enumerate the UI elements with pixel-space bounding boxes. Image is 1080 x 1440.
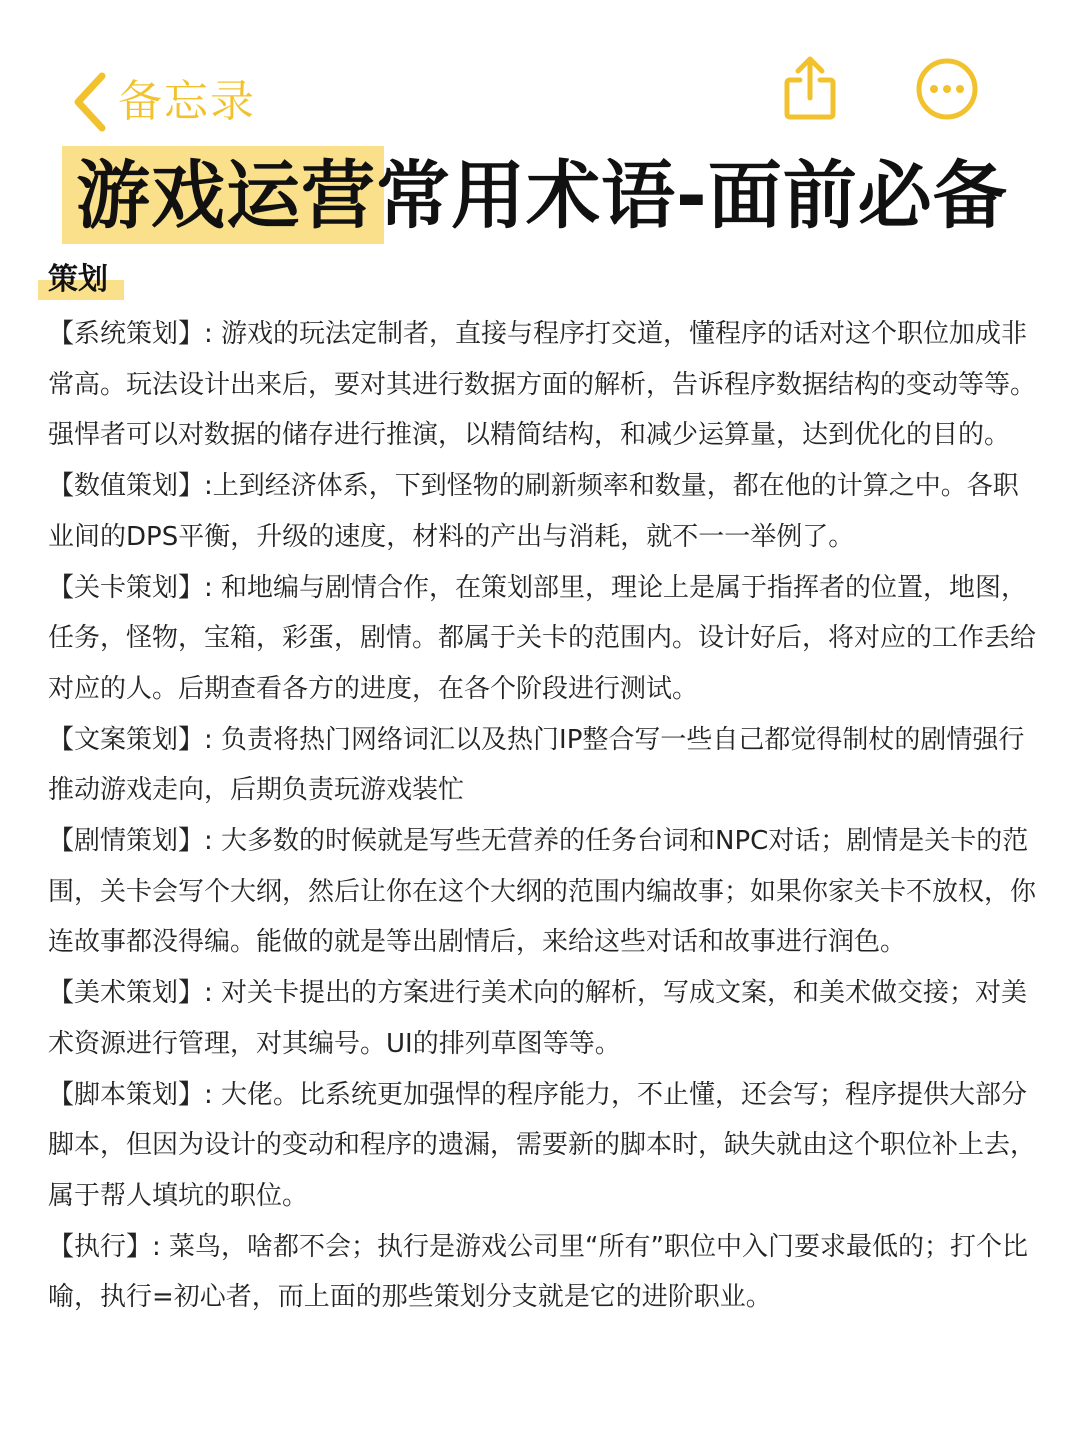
section-heading [38, 258, 108, 304]
entry-level-planning: 【关卡策划】: 和地编与剧情合作，在策划部里，理论上是属于指挥者的位置，地图，任务，怪物，宝箱，彩蛋，剧情。都属于关卡的范围内。设计好后，将对应的工作丢给对应的人。后期查看各方的进度，在各个阶段进行测试。 [48, 572, 1037, 704]
note-title [62, 146, 1022, 246]
share-icon [780, 54, 840, 122]
entry-numerical-planning: 【数值策划】:上到经济体系，下到怪物的刷新频率和数量，都在他的计算之中。各职业间的DPS平衡，升级的速度，材料的产出与消耗，就不一一举例了。 [48, 471, 1019, 552]
more-icon [915, 57, 979, 121]
entry-art-planning: 【美术策划】: 对关卡提出的方案进行美术向的解析，写成文案，和美术做交接；对美术资源进行管理，对其编号。UI的排列草图等等。 [48, 978, 1028, 1059]
page-title: 游戏运营常用术语-面前必备 [76, 153, 1008, 239]
note-body [48, 309, 1038, 1323]
chevron-left-icon [72, 72, 108, 132]
section-label: 策划 [48, 262, 108, 297]
entry-copywriting-planning: 【文案策划】: 负责将热门网络词汇以及热门IP整合写一些自己都觉得制杖的剧情强行推动游戏走向，后期负责玩游戏装忙 [48, 724, 1025, 806]
share-button[interactable] [780, 54, 840, 122]
entry-system-planning: 【系统策划】: 游戏的玩法定制者，直接与程序打交道，懂程序的话对这个职位加成非常高。玩法设计出来后，要对其进行数据方面的解析，告诉程序数据结构的变动等等。强悍者可以对数据的储存进行推演，以精简结构，和减少运算量，达到优化的目的。 [48, 319, 1037, 451]
more-button[interactable] [915, 57, 979, 121]
navigation-bar [0, 0, 1080, 140]
back-button[interactable] [72, 70, 256, 134]
back-label: 备忘录 [118, 76, 256, 127]
entry-execution: 【执行】: 菜鸟，啥都不会；执行是游戏公司里“所有”职位中入门要求最低的；打个比喻，执行=初心者，而上面的那些策划分支就是它的进阶职业。 [48, 1231, 1028, 1313]
entry-script-planning: 【脚本策划】: 大佬。比系统更加强悍的程序能力，不止懂，还会写；程序提供大部分脚本，但因为设计的变动和程序的遗漏，需要新的脚本时，缺失就由这个职位补上去，属于帮人填坑的职位。 [48, 1079, 1037, 1211]
entry-story-planning: 【剧情策划】: 大多数的时候就是写些无营养的任务台词和NPC对话；剧情是关卡的范围，关卡会写个大纲，然后让你在这个大纲的范围内编故事；如果你家关卡不放权，你连故事都没得编。能做的就是等出剧情后，来给这些对话和故事进行润色。 [48, 826, 1037, 958]
